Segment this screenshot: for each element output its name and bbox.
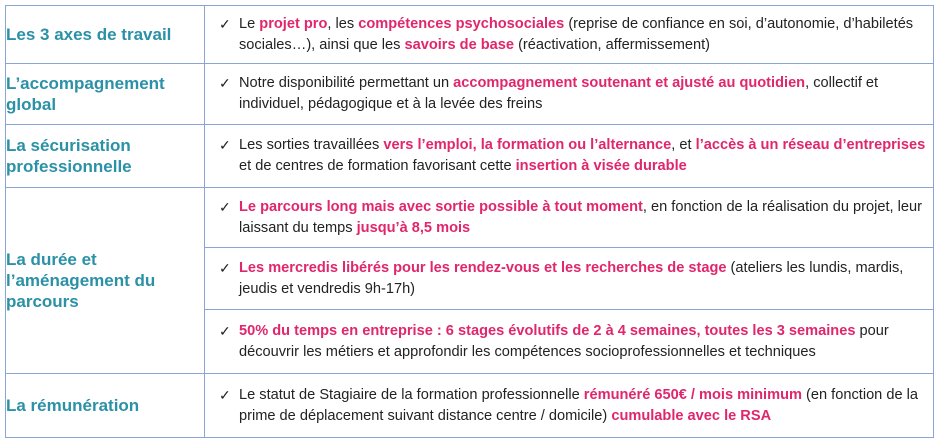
checkmark-icon: ✓ [219, 75, 231, 91]
row-label: Les 3 axes de travail [6, 6, 205, 64]
row-content [205, 188, 934, 248]
item-text: 50% du temps en entreprise : 6 stages évolutifs de 2 à 4 semaines, toutes les 3 semaines pour découvrir les métiers et approfondir les compétences socioprofessionnelles et techniques [239, 322, 889, 360]
list-item [205, 321, 933, 363]
row-content [205, 374, 934, 438]
table-row [6, 188, 934, 248]
row-label: La rémunération [6, 374, 205, 438]
item-text: Le parcours long mais avec sortie possible à tout moment, en fonction de la réalisation du projet, leur laissant du temps jusqu’à 8,5 mois [239, 198, 922, 236]
table-row [6, 6, 934, 64]
list-item [205, 197, 933, 239]
checkmark-icon: ✓ [219, 15, 231, 32]
checkmark-icon: ✓ [219, 386, 231, 403]
item-text: Le projet pro, les compétences psychosociales (reprise de confiance en soi, d’autonomie, d’habiletés sociales…), ainsi que les savoirs de base (réactivation, affermissement) [239, 15, 914, 53]
list-item [205, 73, 933, 115]
row-label: La durée et l’aménagement du parcours [6, 188, 205, 374]
row-content [205, 64, 934, 125]
list-item [205, 135, 933, 177]
row-content [205, 248, 934, 310]
info-table [5, 5, 934, 438]
table-row [6, 64, 934, 125]
table-row [6, 374, 934, 438]
item-text: Les sorties travaillées vers l’emploi, la formation ou l’alternance, et l’accès à un réseau d’entreprises et de centres de formation favorisant cette insertion à visée durable [239, 137, 926, 174]
checkmark-icon: ✓ [219, 198, 231, 215]
item-text: Les mercredis libérés pour les rendez-vous et les recherches de stage (ateliers les lundis, mardis, jeudis et vendredis 9h-17h) [239, 259, 904, 297]
checkmark-icon: ✓ [219, 259, 231, 276]
row-content [205, 125, 934, 188]
row-label: La sécurisation professionnelle [6, 125, 205, 188]
table-row [6, 125, 934, 188]
list-item [205, 258, 933, 300]
checkmark-icon: ✓ [219, 137, 231, 153]
list-item [205, 14, 933, 56]
list-item [205, 385, 933, 427]
item-text: Le statut de Stagiaire de la formation professionnelle rémunéré 650€ / mois minimum (en fonction de la prime de déplacement suivant distance centre / domicile) cumulable avec le RSA [239, 386, 919, 424]
row-label: L’accompagnement global [6, 64, 205, 125]
item-text: Notre disponibilité permettant un accompagnement soutenant et ajusté au quotidien, collectif et individuel, pédagogique et à la levée des freins [239, 75, 879, 112]
row-content [205, 6, 934, 64]
checkmark-icon: ✓ [219, 322, 231, 339]
row-content [205, 310, 934, 374]
